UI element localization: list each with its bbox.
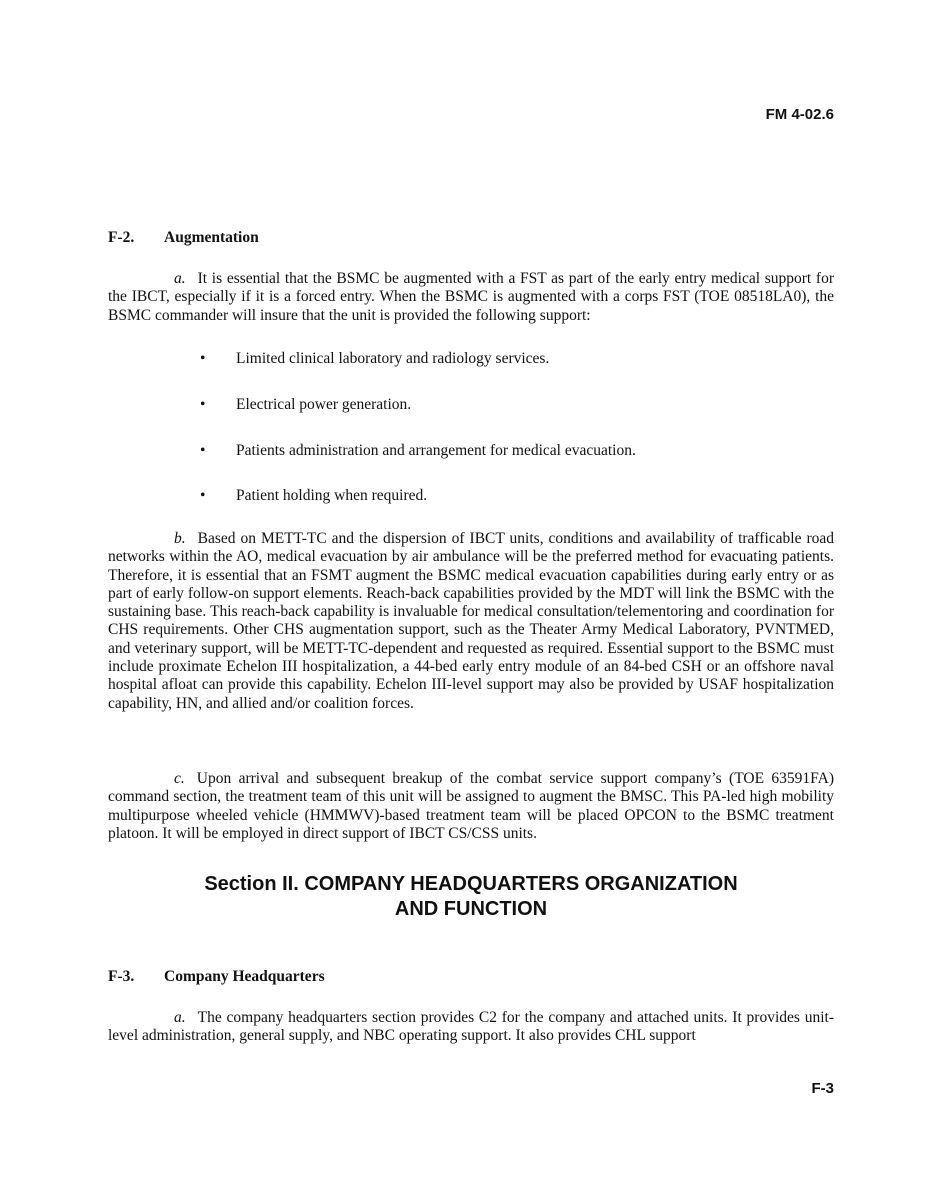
paragraph-text: It is essential that the BSMC be augmented with a FST as part of the early entry medical support for the IBCT, especially if it is a forced entry. When the BSMC is augmented with a corps FST (TOE 08518LA0), the BSMC commander will insure that the unit is provided the following support:: [108, 270, 834, 324]
section-title-line: Section II. COMPANY HEADQUARTERS ORGANIZATION: [204, 873, 738, 895]
paragraph-label: a.: [174, 270, 186, 287]
heading-f3: [108, 968, 325, 986]
list-item-text: Patients administration and arrangement for medical evacuation.: [236, 442, 636, 459]
list-item-text: Electrical power generation.: [236, 396, 412, 413]
paragraph-text: Upon arrival and subsequent breakup of the combat service support company’s (TOE 63591FA) command section, the treatment team of this unit will be assigned to augment the BMSC. This PA-led high mobility multipurpose wheeled vehicle (HMMWV)-based treatment team will be placed OPCON to the BSMC treatment platoon. It will be employed in direct support of IBCT CS/CSS units.: [108, 770, 834, 842]
list-item: [200, 350, 549, 368]
list-item: [200, 442, 636, 460]
paragraph-label: b.: [174, 530, 186, 547]
heading-title: Company Headquarters: [164, 968, 325, 985]
bullet-icon: •: [200, 350, 206, 367]
section-title: [108, 872, 834, 922]
list-item: [200, 396, 411, 414]
bullet-icon: •: [200, 487, 206, 504]
heading-number: F-3.: [108, 968, 135, 985]
paragraph-f3-a: [108, 1009, 834, 1046]
list-item-text: Limited clinical laboratory and radiology services.: [236, 350, 550, 367]
list-item: [200, 487, 427, 505]
heading-title: Augmentation: [164, 229, 259, 246]
list-item-text: Patient holding when required.: [236, 487, 428, 504]
page-number: F-3: [811, 1080, 834, 1097]
paragraph-f2-c: [108, 770, 834, 843]
paragraph-f2-a: [108, 270, 834, 325]
bullet-icon: •: [200, 396, 206, 413]
paragraph-text: The company headquarters section provides C2 for the company and attached units. It provides unit-level administration, general supply, and NBC operating support. It also provides CHL support: [108, 1009, 834, 1045]
heading-number: F-2.: [108, 229, 135, 246]
document-id: FM 4-02.6: [765, 106, 834, 123]
heading-f2: [108, 229, 259, 247]
paragraph-text: Based on METT-TC and the dispersion of IBCT units, conditions and availability of trafficable road networks within the AO, medical evacuation by air ambulance will be the preferred method for evacuating patients. Therefore, it is essential that an FSMT augment the BSMC medical evacuation capabilities during early entry or as part of early follow-on support elements. Reach-back capabilities provided by the MDT will link the BSMC with the sustaining base. This reach-back capability is invaluable for medical consultation/telementoring and coordination for CHS requirements. Other CHS augmentation support, such as the Theater Army Medical Laboratory, PVNTMED, and veterinary support, will be METT-TC-dependent and requested as required. Essential support to the BSMC must include proximate Echelon III hospitalization, a 44-bed early entry module of an 84-bed CSH or an offshore naval hospital afloat can provide this capability. Echelon III-level support may also be provided by USAF hospitalization capability, HN, and allied and/or coalition forces.: [108, 530, 834, 712]
paragraph-label: a.: [174, 1009, 186, 1026]
bullet-icon: •: [200, 442, 206, 459]
paragraph-f2-b: [108, 530, 834, 713]
paragraph-label: c.: [174, 770, 185, 787]
section-title-line: AND FUNCTION: [394, 898, 548, 920]
